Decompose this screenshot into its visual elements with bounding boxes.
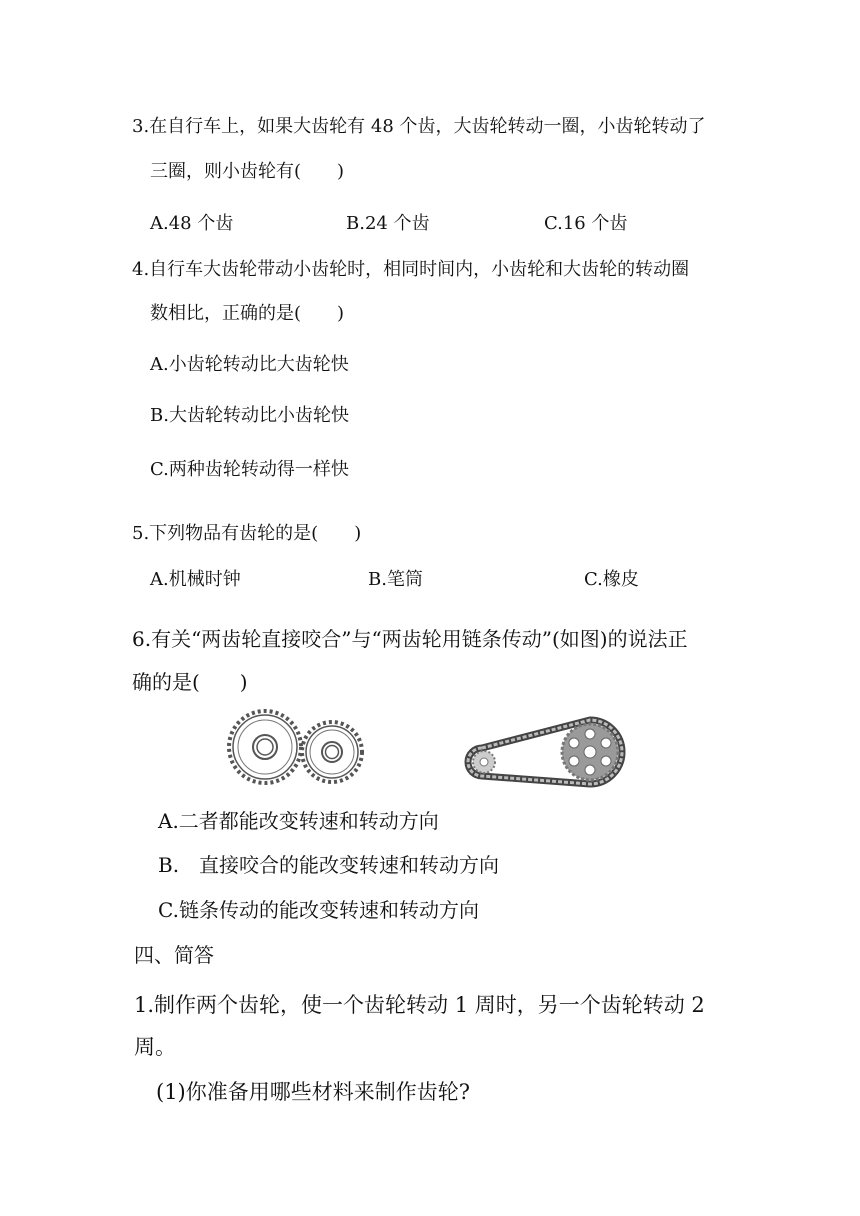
meshing-gears-figure bbox=[222, 704, 368, 788]
q3-option-b: B.24 个齿 bbox=[346, 213, 430, 234]
section4-q1-sub1: (1)你准备用哪些材料来制作齿轮? bbox=[156, 1080, 471, 1104]
q6-line1: 6.有关“两齿轮直接咬合”与“两齿轮用链条传动”(如图)的说法正 bbox=[132, 627, 688, 651]
large-sprocket-icon bbox=[562, 724, 618, 780]
q4-line1: 4.自行车大齿轮带动小齿轮时，相同时间内，小齿轮和大齿轮的转动圈 bbox=[132, 259, 690, 280]
large-gear-icon bbox=[229, 711, 301, 783]
section4-q1-line2: 周。 bbox=[134, 1035, 176, 1059]
q4-option-c: C.两种齿轮转动得一样快 bbox=[150, 459, 349, 480]
q3-option-a: A.48 个齿 bbox=[150, 213, 234, 234]
q5-option-b: B.笔筒 bbox=[368, 569, 423, 590]
q3-option-c: C.16 个齿 bbox=[544, 213, 628, 234]
small-gear-icon bbox=[302, 722, 362, 782]
chain-drive-figure bbox=[460, 712, 640, 792]
q3-line1: 3.在自行车上，如果大齿轮有 48 个齿，大齿轮转动一圈，小齿轮转动了 bbox=[132, 116, 706, 137]
section-heading: 四、简答 bbox=[134, 943, 214, 967]
q5-option-a: A.机械时钟 bbox=[150, 569, 241, 590]
q6-option-a: A.二者都能改变转速和转动方向 bbox=[158, 809, 439, 833]
q5-option-c: C.橡皮 bbox=[584, 569, 639, 590]
q3-line2: 三圈，则小齿轮有( ) bbox=[150, 161, 345, 182]
q4-option-b: B.大齿轮转动比小齿轮快 bbox=[150, 405, 349, 426]
section4-q1-line1: 1.制作两个齿轮，使一个齿轮转动 1 周时，另一个齿轮转动 2 bbox=[134, 993, 705, 1017]
q4-line2: 数相比，正确的是( ) bbox=[150, 303, 345, 324]
q6-line2: 确的是( ) bbox=[132, 670, 248, 694]
q5-line1: 5.下列物品有齿轮的是( ) bbox=[132, 523, 362, 544]
q6-option-c: C.链条传动的能改变转速和转动方向 bbox=[158, 898, 479, 922]
q6-option-b: B. 直接咬合的能改变转速和转动方向 bbox=[158, 853, 500, 877]
small-sprocket-icon bbox=[473, 751, 495, 773]
q4-option-a: A.小齿轮转动比大齿轮快 bbox=[150, 354, 349, 375]
